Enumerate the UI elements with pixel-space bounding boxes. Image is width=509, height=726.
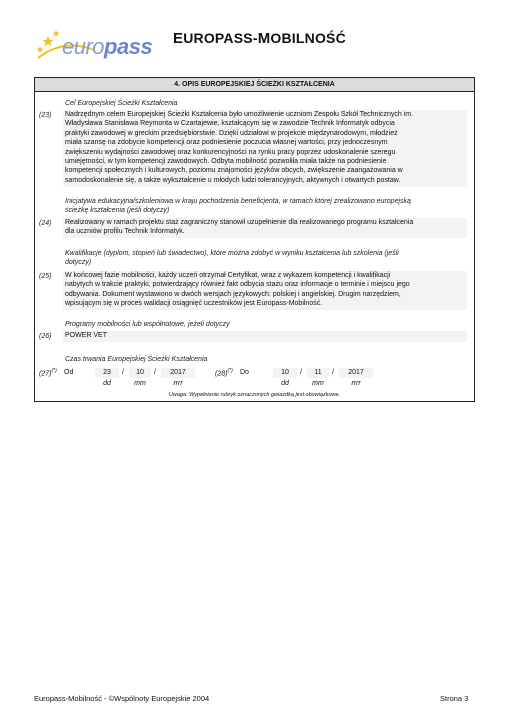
field-26-value: [63, 331, 467, 342]
from-year: 2017: [161, 368, 195, 378]
field-23-label: Cel Europejskiej Ścieżki Kształcenia: [65, 100, 178, 107]
field-26-number: (26): [39, 333, 52, 340]
field-24-line: Realizowany w ramach projektu staż zagraniczny stanowił uzupełnienie dla realizowanego programu kształcenia: [65, 219, 414, 226]
field-23-line: Nadrzędnym celem Europejskiej Ścieżki Kształcenia było umożliwienie uczniom Zespołu Szkół Technicznych im.: [65, 111, 414, 118]
field-24-line: dla uczniów profilu Technik Informatyk.: [65, 228, 185, 236]
field-27-number: (27)(*): [39, 368, 57, 378]
field-24-label-line: ścieżkę kształcenia (jeśli dotyczy): [65, 207, 170, 215]
field-23-line: praktyki zawodowej w greckim przedsiębiorstwie. Dzięki udziałowi w projekcie międzynarodowym, młodzież: [65, 129, 398, 137]
field-23-line: Władysława Stanisława Reymonta w Czartajewie, kształcącym się w zawodzie Technik Informatyk odbycia: [65, 120, 395, 128]
section-heading: 4. OPIS EUROPEJSKIEJ ŚCIEŻKI KSZTAŁCENIA: [35, 78, 474, 92]
to-day: 10: [273, 368, 297, 378]
to-month: 11: [307, 368, 329, 378]
date-separator: /: [332, 369, 334, 376]
field-23-line: zwiększeniu wydajności zawodowej oraz konkurencyjności na rynku pracy poprzez udoskonalenie szeregu: [65, 148, 396, 156]
field-25-value: [63, 271, 467, 310]
mm-label: mm: [312, 380, 324, 387]
logo-wordmark: europass: [62, 34, 153, 59]
field-23-line: kompetencji społecznych i kulturowych, poziomu znajomości języków obcych, zwiększenie zaangażowania w: [65, 167, 403, 175]
field-23-line: umiejętności, w tym kompetencji zawodowych. Odbyta mobilność pozwoliła miała także na podniesienie: [65, 158, 387, 166]
field-24-value: [63, 218, 467, 238]
field-25-number: (25): [39, 273, 52, 280]
date-separator: /: [122, 369, 124, 376]
field-25-label-line: dotyczy): [65, 259, 92, 267]
duration-label: Czas trwania Europejskiej Ścieżki Kształcenia: [65, 356, 208, 363]
to-year: 2017: [339, 368, 373, 378]
rrrr-label: rrrr: [173, 380, 183, 387]
field-23-line: samodoskonalenie się, a także wykształcenie u młodych ludzi tolerancyjnych, aktywnych i otwartych postaw.: [65, 176, 401, 184]
field-25-line: nabytych w trakcie praktyki, potwierdzający również fakt odbycia stażu oraz informacje o terminie i miejscu jego: [65, 281, 410, 289]
date-separator: /: [154, 369, 156, 376]
field-26-label: Programy mobilności lub współnotowe, jeżeli dotyczy: [65, 321, 230, 328]
to-label: Do: [240, 369, 249, 376]
mm-label: mm: [134, 380, 146, 387]
footer-copyright: Europass-Mobilność - ©Wspólnoty Europejskie 2004: [34, 694, 210, 703]
duration-row: [35, 368, 474, 392]
field-24-label: [65, 197, 411, 216]
field-25-line: wpisującym się w proces walidacji osiągnięć uczestników jest Europass-Mobilność.: [65, 300, 323, 308]
dd-label: dd: [281, 380, 289, 387]
field-25-line: odbywania. Dokument wystawiono w dwóch wersjach językowych: polskiej i angielskiej. Drugim narzędziem,: [65, 290, 401, 298]
from-label: Od: [64, 369, 74, 376]
mandatory-note: Uwaga: Wypełnienie rubryk oznaczonych gwiazdką jest obowiązkowe.: [168, 392, 341, 398]
field-25-label: [65, 249, 399, 268]
field-26-line: POWER VET: [65, 332, 108, 339]
field-23-line: miała szansę na zdobycie kompetencji oraz podniesienie poczucia własnej wartości, przy jednoczesnym: [65, 139, 388, 147]
from-day: 23: [95, 368, 119, 378]
field-25-line: W końcowej fazie mobilności, każdy uczeń otrzymał Certyfikat, wraz z wykazem kompetencji i kwalifikacji: [65, 272, 391, 279]
field-23-number: (23): [39, 112, 52, 119]
field-23-value: [63, 110, 467, 187]
date-separator: /: [300, 369, 302, 376]
field-24-number: (24): [39, 220, 52, 227]
dd-label: dd: [103, 380, 111, 387]
section-frame: [34, 77, 475, 402]
from-month: 10: [129, 368, 151, 378]
field-25-label-line: Kwalifikacje (dyplom, stopień lub świadectwo), które można zdobyć w wyniku kształcenia lub szkolenia (jeśli: [65, 250, 399, 257]
page-title: EUROPASS-MOBILNOŚĆ: [173, 30, 346, 47]
field-24-label-line: Inicjatywa edukacyjna/szkoleniowa w kraju pochodzenia beneficjenta, w ramach której zrealizowano europejską: [65, 198, 411, 205]
rrrr-label: rrrr: [351, 380, 361, 387]
footer-page-number: Strona 3: [440, 694, 469, 703]
field-28-number: (28)(*): [215, 368, 233, 378]
